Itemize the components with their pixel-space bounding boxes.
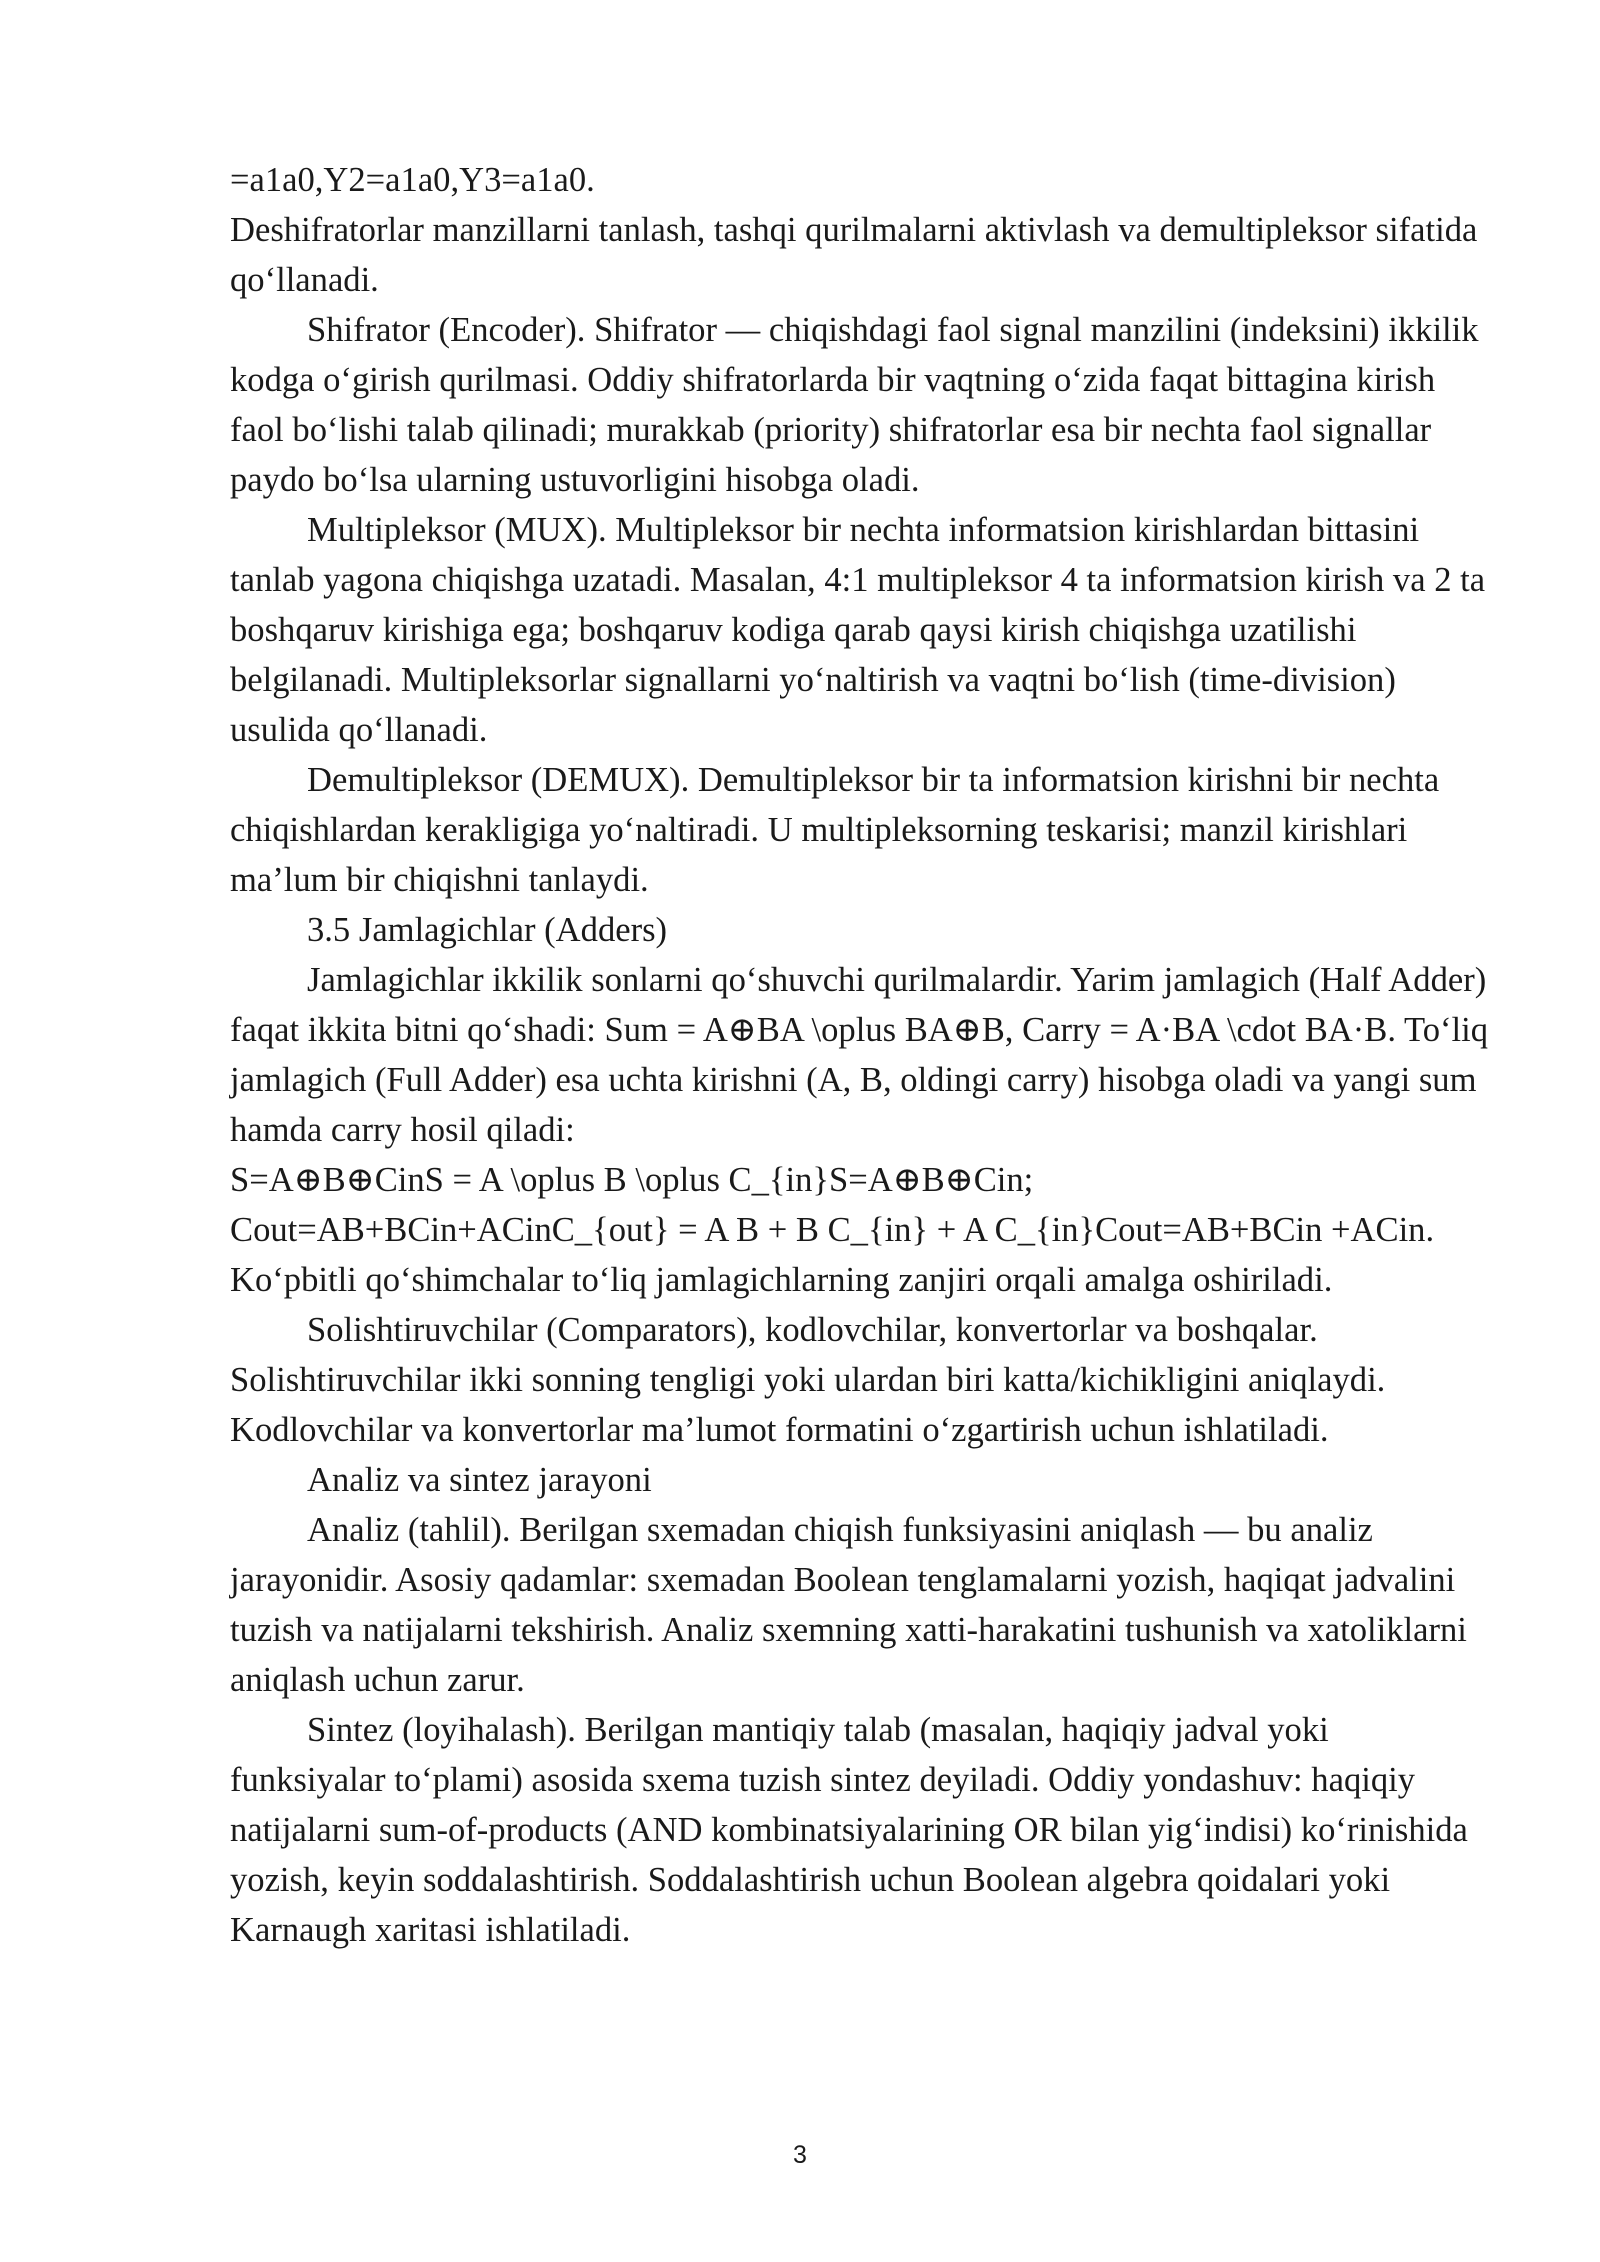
- paragraph-encoder: Shifrator (Encoder). Shifrator — chiqishdagi faol signal manzilini (indeksini) ikkilik kodga o‘girish qurilmasi. Oddiy shifratorlarda bir vaqtning o‘zida faqat bittagina kirish faol bo‘lishi talab qilinadi; murakkab (priority) shifratorlar esa bir nechta faol signallar paydo bo‘lsa ularning ustuvorligini hisobga oladi.: [230, 311, 1479, 499]
- document-page: [230, 155, 1492, 1955]
- formula-sum: S=A⊕B⊕CinS = A \oplus B \oplus C_{in}S=A⊕B⊕Cin;: [230, 1161, 1034, 1199]
- paragraph-adders: Jamlagichlar ikkilik sonlarni qo‘shuvchi qurilmalardir. Yarim jamlagich (Half Adder) faqat ikkita bitni qo‘shadi: Sum = A⊕BA \oplus BA⊕B, Carry = A·BA \cdot BA·B. To‘liq jamlagich (Full Adder) esa uchta kirishni (A, B, oldingi carry) hisobga oladi va yangi sum hamda carry hosil qiladi:: [230, 961, 1489, 1149]
- formula-line: =a1a0,Y2=a1a0,Y3=a1a0.: [230, 161, 595, 199]
- paragraph-analysis: Analiz (tahlil). Berilgan sxemadan chiqish funksiyasini aniqlash — bu analiz jarayonidir. Asosiy qadamlar: sxemadan Boolean tenglamalarni yozish, haqiqat jadvalini tuzish va natijalarni tekshirish. Analiz sxemning xatti-harakatini tushunish va xatoliklarni aniqlash uchun zarur.: [230, 1511, 1467, 1699]
- section-heading-adders: 3.5 Jamlagichlar (Adders): [307, 911, 668, 949]
- paragraph-multibit-adders: Ko‘pbitli qo‘shimchalar to‘liq jamlagichlarning zanjiri orqali amalga oshiriladi.: [230, 1261, 1333, 1299]
- formula-carry: Cout=AB+BCin+ACinC_{out} = A B + B C_{in} + A C_{in}Cout=AB+BCin +ACin.: [230, 1211, 1435, 1249]
- section-heading-comparators: Solishtiruvchilar (Comparators), kodlovchilar, konvertorlar va boshqalar.: [307, 1311, 1318, 1349]
- page-number: 3: [793, 2141, 807, 2169]
- paragraph-demultiplexer: Demultipleksor (DEMUX). Demultipleksor bir ta informatsion kirishni bir nechta chiqishlardan kerakligiga yo‘naltiradi. U multipleksorning teskarisi; manzil kirishlari ma’lum bir chiqishni tanlaydi.: [230, 761, 1440, 899]
- section-heading-analysis-synthesis: Analiz va sintez jarayoni: [307, 1461, 652, 1499]
- paragraph-comparators: Solishtiruvchilar ikki sonning tengligi yoki ulardan biri katta/kichikligini aniqlaydi. Kodlovchilar va konvertorlar ma’lumot formatini o‘zgartirish uchun ishlatiladi.: [230, 1361, 1386, 1449]
- paragraph-synthesis: Sintez (loyihalash). Berilgan mantiqiy talab (masalan, haqiqiy jadval yoki funksiyalar to‘plami) asosida sxema tuzish sintez deyiladi. Oddiy yondashuv: haqiqiy natijalarni sum-of-products (AND kombinatsiyalarining OR bilan yig‘indisi) ko‘rinishida yozish, keyin soddalashtirish. Soddalashtirish uchun Boolean algebra qoidalari yoki Karnaugh xaritasi ishlatiladi.: [230, 1711, 1468, 1949]
- paragraph-multiplexer: Multipleksor (MUX). Multipleksor bir nechta informatsion kirishlardan bittasini tanlab yagona chiqishga uzatadi. Masalan, 4:1 multipleksor 4 ta informatsion kirish va 2 ta boshqaruv kirishiga ega; boshqaruv kodiga qarab qaysi kirish chiqishga uzatilishi belgilanadi. Multipleksorlar signallarni yo‘naltirish va vaqtni bo‘lish (time-division) usulida qo‘llanadi.: [230, 511, 1486, 749]
- paragraph-decoder-usage: Deshifratorlar manzillarni tanlash, tashqi qurilmalarni aktivlash va demultipleksor sifatida qo‘llanadi.: [230, 211, 1478, 299]
